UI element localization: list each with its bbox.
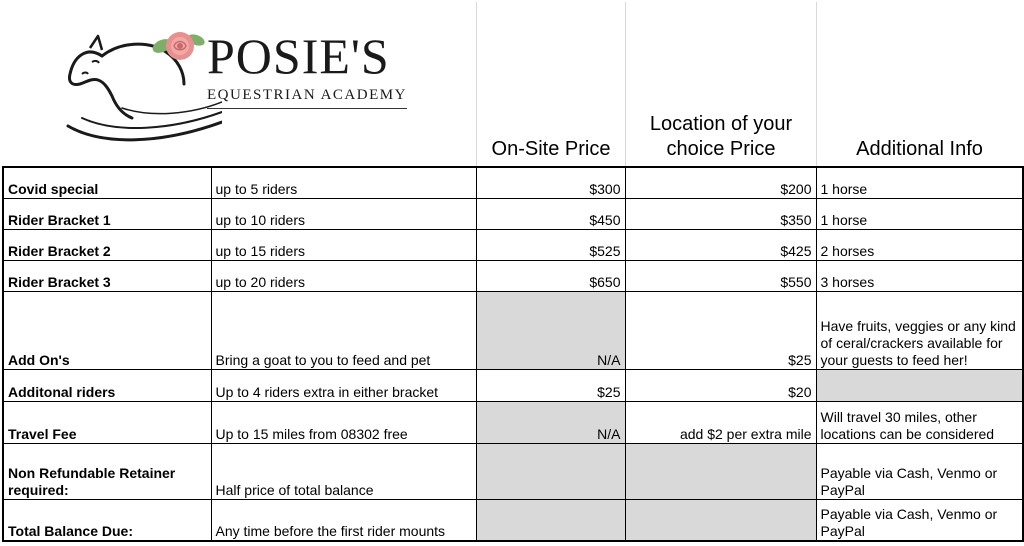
row-label: Covid special [3, 167, 211, 198]
table-row [3, 198, 1023, 229]
row-label: Rider Bracket 3 [3, 260, 211, 291]
rose-icon [150, 26, 210, 66]
row-info: Payable via Cash, Venmo or PayPal [816, 443, 1023, 499]
row-info: 1 horse [816, 167, 1023, 198]
brand-name: POSIE'S [207, 28, 390, 84]
row-description: Up to 15 miles from 08302 free [211, 401, 476, 443]
row-onsite-price [476, 443, 625, 499]
brand-subtitle: EQUESTRIAN ACADEMY [207, 86, 407, 109]
row-location-price: $25 [625, 291, 816, 369]
row-location-price [625, 499, 816, 541]
table-row [3, 499, 1023, 541]
pricing-table [2, 166, 1024, 542]
row-description: up to 15 riders [211, 229, 476, 260]
row-label: Rider Bracket 1 [3, 198, 211, 229]
row-location-price: $200 [625, 167, 816, 198]
header-additional [816, 2, 1022, 166]
table-row [3, 401, 1023, 443]
header-location [625, 2, 816, 166]
row-location-price: $425 [625, 229, 816, 260]
table-row [3, 167, 1023, 198]
row-onsite-price: $525 [476, 229, 625, 260]
table-row [3, 291, 1023, 369]
row-info: 3 horses [816, 260, 1023, 291]
row-label: Add On's [3, 291, 211, 369]
table-row [3, 443, 1023, 499]
row-label: Additonal riders [3, 369, 211, 401]
row-info: Payable via Cash, Venmo or PayPal [816, 499, 1023, 541]
row-description: up to 5 riders [211, 167, 476, 198]
row-description: up to 10 riders [211, 198, 476, 229]
logo-cell [2, 2, 476, 166]
row-location-price [625, 443, 816, 499]
row-onsite-price: $650 [476, 260, 625, 291]
row-description: Bring a goat to you to feed and pet [211, 291, 476, 369]
row-description: up to 20 riders [211, 260, 476, 291]
row-description: Half price of total balance [211, 443, 476, 499]
row-onsite-price: $450 [476, 198, 625, 229]
row-label: Total Balance Due: [3, 499, 211, 541]
academy-logo [62, 26, 422, 146]
table-row [3, 260, 1023, 291]
row-location-price: $350 [625, 198, 816, 229]
row-info: 1 horse [816, 198, 1023, 229]
row-onsite-price: $300 [476, 167, 625, 198]
row-label: Non Refundable Retainer required: [3, 443, 211, 499]
table-row [3, 369, 1023, 401]
header-onsite [476, 2, 625, 166]
row-onsite-price [476, 499, 625, 541]
table-row [3, 229, 1023, 260]
row-onsite-price: N/A [476, 401, 625, 443]
row-location-price: $550 [625, 260, 816, 291]
row-info [816, 369, 1023, 401]
row-info: 2 horses [816, 229, 1023, 260]
row-description: Up to 4 riders extra in either bracket [211, 369, 476, 401]
row-label: Travel Fee [3, 401, 211, 443]
row-description: Any time before the first rider mounts [211, 499, 476, 541]
brand-text [207, 30, 407, 109]
row-label: Rider Bracket 2 [3, 229, 211, 260]
row-onsite-price: N/A [476, 291, 625, 369]
row-info: Have fruits, veggies or any kind of ceral/crackers available for your guests to feed her! [816, 291, 1023, 369]
row-location-price: add $2 per extra mile [625, 401, 816, 443]
header-onsite-label: On-Site Price [491, 138, 611, 160]
row-info: Will travel 30 miles, other locations can be considered [816, 401, 1023, 443]
row-onsite-price: $25 [476, 369, 625, 401]
header-location-label: Location of your choice Price [649, 113, 793, 160]
table-header [0, 0, 1024, 166]
header-additional-label: Additional Info [856, 138, 983, 160]
row-location-price: $20 [625, 369, 816, 401]
